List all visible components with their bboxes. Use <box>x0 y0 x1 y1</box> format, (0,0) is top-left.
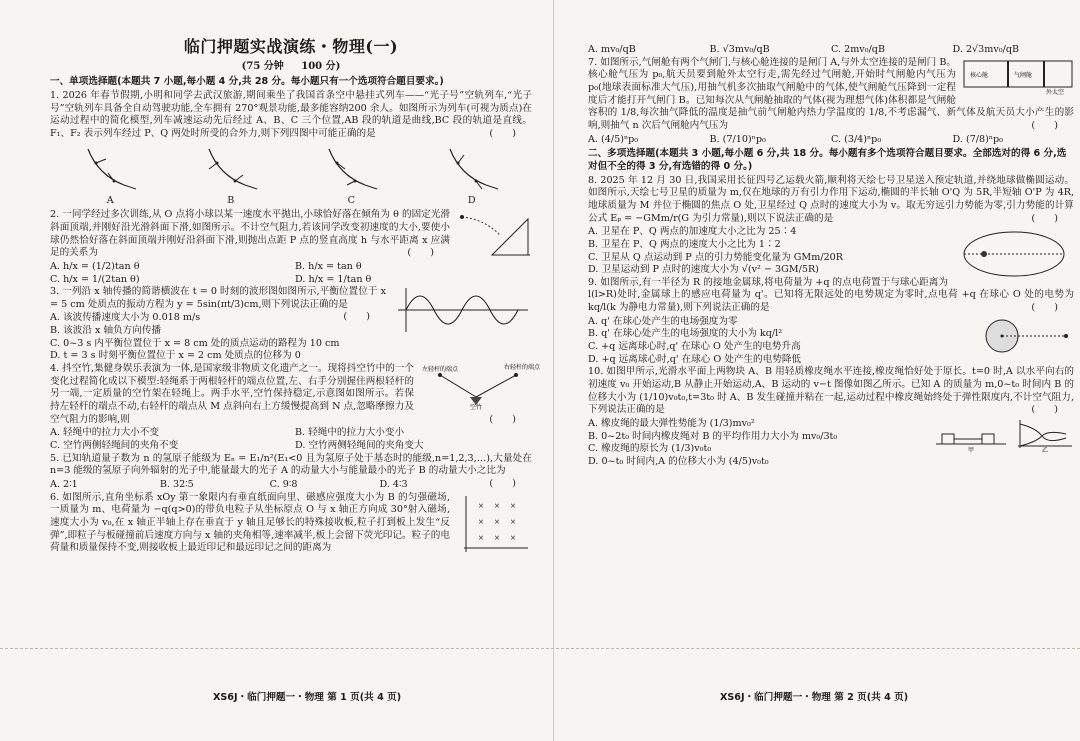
question-text: 10. 如图甲所示,光滑水平面上两物块 A、B 用轻质橡皮绳水平连接,橡皮绳恰好处于原长。t=0 时,A 以水平向右的初速度 v₀ 开始运动,B 从静止开始运动,A、B 运动的 v−t 图像如图乙所示。已知 A 的质量为 m,0~t₀ 时间内 B 的位移大小为 (1/10)v₀t₀,t=3t₀ 时 A、B 发生碰撞并粘在一起,运动过程中橡皮绳始终处于弹性限度内,不计空气阻力,下列说法正确的是 <box>588 366 1074 416</box>
svg-text:×: × <box>510 501 516 510</box>
section-heading: 一、单项选择题(本题共 7 小题,每小题 4 分,共 28 分。每小题只有一个选项符合题目要求。) <box>50 76 444 88</box>
option-c: C. 橡皮绳的原长为 (1/3)v₀t₀ <box>588 443 712 455</box>
option-a: A. 2∶1 <box>50 479 78 491</box>
figure-label: A <box>106 194 114 206</box>
fig-label-diabolo: 空竹 <box>470 404 483 412</box>
question-text: 8. 2025 年 12 月 30 日,我国采用长征四号乙运载火箭,顺利将天绘七号卫星送入预定轨道,并绕地球做椭圆运动。如图所示,天绘七号卫星的质量为 m,仅在地球的万有引力作用下运动,椭圆的半长轴 O'Q 为 5R,半短轴 O'P 为 4R,地球质量为 M 并位于椭圆的焦点 O 处,卫星经过 Q 点时的速度大小为 v。取无穷远引力势能为零,引力势能的计算公式 Eₚ = −GMm/r(G 为引力常量),则以下说法正确的是 <box>588 174 1074 224</box>
question-1-labels <box>50 195 532 208</box>
option-b: B. (7/10)ⁿp₀ <box>709 133 766 145</box>
question-4 <box>50 363 541 426</box>
question-text: 1. 2026 年春节假期,小明和同学去武汉旅游,期间乘坐了我国首条空中悬挂式列车——“光子号”空轨列车,“光子号”空轨列车具备全自动驾驶功能,全车拥有 270°观景功能,最多能容纳200 余人。如图所示为列车(可视为质点)在运动过程中的简化模型,列车减速运动先后经过 A、B、C 三个位置,AB 段的轨道是曲线,BC 段的轨道是直线。F₁、F₂ 表示列车经过 P、Q 两处时所受的合外力,则下列四图中可能正确的是 <box>50 89 532 139</box>
question-7-options <box>588 134 1074 147</box>
option-a: A. (4/5)ⁿp₀ <box>588 133 639 145</box>
fig-label-left: 左轻杆的端点 <box>422 366 459 374</box>
svg-text:×: × <box>510 533 516 542</box>
question-text: 5. 已知轨道量子数为 n 的氢原子能级为 Eₙ = E₁/n²(E₁<0 且为氢原子处于基态时的能级,n=1,2,3,…),大量处在 n=3 能级的氢原子向外辐射的光子中,能量最大的光子 A 的动量大小与能量最小的光子 B 的动量大小之比为 <box>50 452 532 477</box>
fig-label-jia: 甲 <box>968 447 975 455</box>
option-d: D. 2√3mv₀/qB <box>952 44 1020 55</box>
slope-diagram <box>456 209 532 257</box>
question-4-options <box>50 427 532 452</box>
question-9-options <box>588 316 1074 367</box>
page-fold <box>553 0 554 741</box>
figure-label: D <box>467 194 476 206</box>
airlock-diagram <box>962 57 1074 95</box>
option-c: C. 2mv₀/qB <box>831 44 885 55</box>
answer-paren: ( ) <box>1031 302 1058 314</box>
question-5-options <box>50 479 489 492</box>
diabolo-diagram <box>420 363 541 412</box>
option-d: D. 0~t₀ 时间内,A 的位移大小为 (4/5)v₀t₀ <box>588 456 769 467</box>
option-d: D. +q 远离球心时,q' 在球心 O 处产生的电势降低 <box>588 353 802 365</box>
question-6-options <box>588 44 1074 57</box>
option-d: D. (7/8)ⁿp₀ <box>952 133 1004 145</box>
fig-label-airlock: 气闸舱 <box>1014 71 1033 79</box>
question-10-figures <box>934 418 1074 455</box>
track-diagram-b <box>201 145 261 193</box>
answer-paren: ( ) <box>407 247 434 259</box>
question-text: 9. 如图所示,有一半径为 R 的接地金属球,将电荷量为 +q 的点电荷置于与球心距离为 l(l>R)处时,金属球上的感应电荷量为 q'。已知将无限远处的电势规定为零时,点电荷 +q 在球心 O 处的电势为 kq/l(k 为静电力常量),则下列说法正确的是 <box>588 276 1074 314</box>
svg-text:×: × <box>494 533 500 542</box>
option-c: C. 0~3 s 内平衡位置位于 x = 8 cm 处的质点运动的路程为 10 cm <box>50 337 340 349</box>
option-c: C. +q 远离球心时,q' 在球心 O 处产生的电势升高 <box>588 341 801 353</box>
svg-text:×: × <box>478 517 484 526</box>
exam-meta <box>50 60 532 73</box>
svg-text:×: × <box>478 533 484 542</box>
option-a: A. 卫星在 P、Q 两点的加速度大小之比为 25∶4 <box>588 226 797 238</box>
option-a: A. 橡皮绳的最大弹性势能为 (1/3)mv₀² <box>588 418 755 430</box>
answer-paren: ( ) <box>489 478 516 490</box>
option-b: B. 轻绳中的拉力大小变小 <box>295 427 405 439</box>
question-10-options <box>588 418 1074 469</box>
blocks-diagram <box>934 418 1008 455</box>
question-9 <box>588 277 1074 315</box>
figure-label: B <box>227 194 235 206</box>
option-d: D. 卫星运动到 P 点时的速度大小为 √(v² − 3GM/5R) <box>588 264 819 276</box>
option-a: A. 轻绳中的拉力大小不变 <box>50 427 159 439</box>
option-b: B. √3mv₀/qB <box>709 44 770 55</box>
page-2 <box>588 14 1074 733</box>
option-b: B. h/x = tan θ <box>295 260 362 272</box>
question-1 <box>50 90 532 141</box>
fig-label-core: 核心舱 <box>970 71 989 79</box>
page-title: 临门押题实战演练・物理(一) <box>183 37 399 56</box>
section-heading: 二、多项选择题(本题共 3 小题,每小题 6 分,共 18 分。每小题有多个选项符合题目要求。全部选对的得 6 分,选对但不全的得 3 分,有选错的得 0 分。) <box>588 148 1067 172</box>
magnetic-field-diagram <box>456 492 532 554</box>
figure-label: C <box>347 194 355 206</box>
fig-label-yi: 乙 <box>1042 447 1049 455</box>
answer-paren: ( ) <box>343 311 370 323</box>
track-diagram-d <box>442 145 502 193</box>
option-b: B. 0~2t₀ 时间内橡皮绳对 B 的平均作用力大小为 mv₀/3t₀ <box>588 430 838 442</box>
option-b: B. 32∶5 <box>159 479 194 491</box>
answer-paren: ( ) <box>489 127 516 139</box>
option-d: D. 空竹两侧轻绳间的夹角变大 <box>295 440 424 452</box>
track-diagram-a <box>80 145 140 193</box>
option-d: D. 4∶3 <box>379 479 408 491</box>
page-footer-left: XS6J・临门押题一・物理 第 1 页(共 4 页) <box>213 692 402 704</box>
question-6 <box>50 492 532 555</box>
question-8-options <box>588 226 1074 277</box>
question-text: 4. 抖空竹,集健身娱乐表演为一体,是国家级非物质文化遗产之一。现将抖空竹中的一个变化过程简化成以下模型:轻绳系于两根轻杆的端点位置,左、右手分别握住两根轻杆的另一端,一定质量的空竹架在轻绳上。两手水平,空竹保持稳定,示意图如图所示。若保持左轻杆的端点不动,右轻杆的端点从 M 点斜向右上方缓慢提高到 N 点,忽略摩擦力及空气阻力的影响,则 <box>50 363 414 425</box>
question-1-figures <box>50 143 532 193</box>
question-10 <box>588 366 1074 417</box>
svg-text:×: × <box>494 517 500 526</box>
track-diagram-c <box>321 145 381 193</box>
svg-text:×: × <box>510 517 516 526</box>
page-footer-right: XS6J・临门押题一・物理 第 2 页(共 4 页) <box>720 692 909 704</box>
svg-text:×: × <box>494 501 500 510</box>
fig-label-right: 右轻杆的端点 <box>504 364 541 372</box>
option-b: B. q' 在球心处产生的电场强度的大小为 kq/l² <box>588 328 783 340</box>
option-d: D. t = 3 s 时刻平衡位置位于 x = 2 cm 处质点的位移为 0 <box>50 350 301 362</box>
answer-paren: ( ) <box>489 413 516 425</box>
answer-paren: ( ) <box>1031 119 1058 131</box>
svg-text:×: × <box>478 501 484 510</box>
question-text: 3. 一列沿 x 轴传播的简谐横波在 t = 0 时刻的波形图如图所示,平衡位置位于 x = 5 cm 处质点的振动方程为 y = 5sin(πt/3)cm,则下列说法正确的是 <box>50 286 386 310</box>
option-d: D. h/x = 1/tan θ <box>295 273 372 285</box>
answer-paren: ( ) <box>1031 212 1058 224</box>
exam-time: (75 分钟 <box>241 61 284 73</box>
question-2-options <box>50 261 532 286</box>
option-c: C. h/x = 1/(2tan θ) <box>50 273 140 285</box>
option-b: B. 卫星在 P、Q 两点的速度大小之比为 1∶2 <box>588 238 781 250</box>
exam-score: 100 分) <box>301 61 341 73</box>
question-text: 6. 如图所示,直角坐标系 xOy 第一象限内有垂直纸面向里、磁感应强度大小为 B 的匀强磁场,一质量为 m、电荷量为 −q(q>0)的带负电粒子从坐标原点 O 与 x 轴正方向成 30°射入磁场,速度大小为 v₀,在 x 轴正半轴上存在垂直于 y 轴且足够长的特殊接收板,粒子打到板上发生“反弹”,即粒子与板碰撞前后速度方向与 x 轴的夹角相等,速率减半,板上会留下荧光印记。粒子的电荷量和质量保持不变,则接收板上最近印记和最远印记之间的距离为 <box>50 491 450 554</box>
question-2 <box>50 209 532 260</box>
option-b: B. 该波沿 x 轴负方向传播 <box>50 325 162 337</box>
vt-graph <box>1012 418 1074 455</box>
question-8 <box>588 175 1074 226</box>
conductor-sphere-diagram <box>978 316 1074 356</box>
option-c: C. (3/4)ⁿp₀ <box>831 133 882 145</box>
option-a: A. mv₀/qB <box>588 44 636 55</box>
page-1 <box>50 14 541 733</box>
question-text: 7. 如图所示,气闸舱有两个气闸门,与核心舱连接的是闸门 A,与外太空连接的是闸门 B。核心舱气压为 p₀,航天员要到舱外太空行走,需先经过气闸舱,开始时气闸舱内气压为 p₀(地球表面标准大气压),用抽气机多次抽取气闸舱中的气体,使气闸舱气压降到一定程度后才能打开气闸门 B。已知每次从气闸舱抽取的气体(视为理想气体)体积都是气闸舱容积的 1/8,每次抽气降低的温度是抽气前气闸舱内热力学温度的 1/8,不考虑漏气、新气体及航天员大小产生的影响,则抽气 n 次后气闸舱内气压为 <box>588 56 1074 131</box>
orbit-diagram <box>954 226 1074 280</box>
option-c: C. 空竹两侧轻绳间的夹角不变 <box>50 440 179 452</box>
question-7 <box>588 57 1074 133</box>
wave-diagram <box>392 286 532 334</box>
option-c: C. 9∶8 <box>269 479 298 491</box>
option-a: A. h/x = (1/2)tan θ <box>50 260 140 272</box>
option-a: A. q' 在球心处产生的电场强度为零 <box>588 315 738 327</box>
question-text: 2. 一同学经过多次训练,从 O 点将小球以某一速度水平抛出,小球恰好落在倾角为 θ 的固定光滑斜面顶端,并刚好沿光滑斜面下滑,如图所示。不计空气阻力,若该同学改变初速度的大小,要使小球仍然恰好落在斜面顶端并刚好沿斜面下滑,则抛出点距 P 点的竖直高度 h 与水平距离 x 应满足的关系为 <box>50 209 450 259</box>
option-c: C. 卫星从 Q 点运动到 P 点的引力势能变化量为 GMm/20R <box>588 251 844 263</box>
option-a: A. 该波传播速度大小为 0.018 m/s <box>50 312 201 324</box>
fig-label-space: 外太空 <box>1046 88 1065 96</box>
answer-paren: ( ) <box>1031 404 1058 416</box>
